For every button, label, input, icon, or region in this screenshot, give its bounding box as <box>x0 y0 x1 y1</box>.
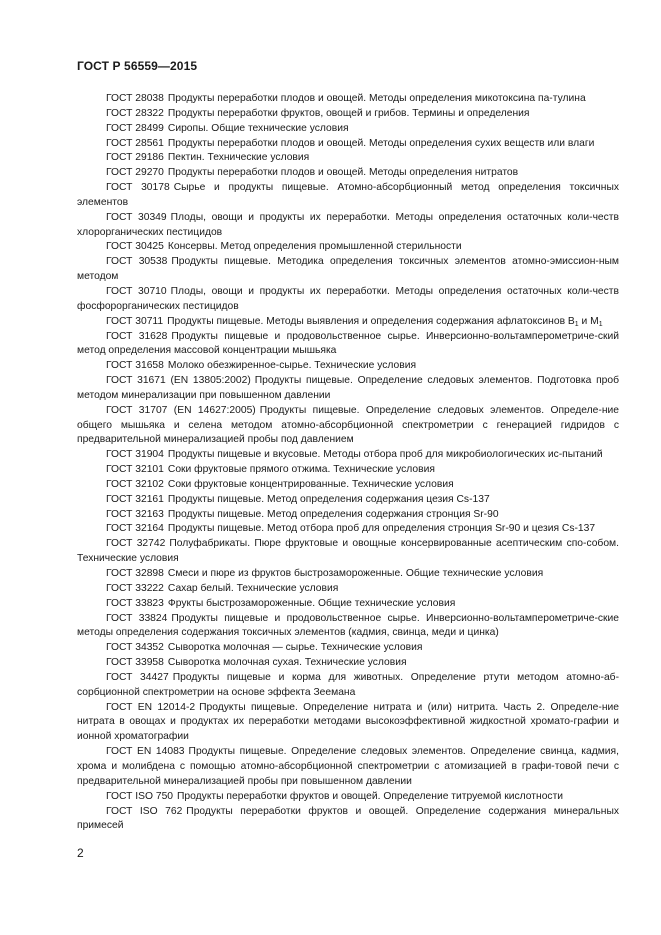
reference-title: Продукты пищевые. Определение следовых элементов. Определение свинца, кадмия, хрома и молибдена с помощью атомно-абсорбционной спектрометрии с атомизацией в графи-товой печи с предварительной минерализацией пробы при повышенном давлении <box>77 746 619 787</box>
reference-code: ГОСТ 31707 (EN 14627:2005) <box>106 404 256 416</box>
reference-item <box>77 701 619 746</box>
reference-code: ГОСТ 33823 <box>106 597 164 609</box>
subscript: 1 <box>598 320 603 328</box>
reference-item <box>77 211 619 241</box>
reference-title: Продукты переработки фруктов и овощей. Определение титруемой кислотности <box>177 790 564 802</box>
reference-title: Продукты переработки плодов и овощей. Методы определения сухих веществ или влаги <box>167 137 595 149</box>
reference-code: ГОСТ EN 12014-2 <box>106 701 196 713</box>
reference-item <box>77 641 619 656</box>
reference-item <box>77 122 619 137</box>
reference-item <box>77 522 619 537</box>
reference-code: ГОСТ 28499 <box>106 122 164 134</box>
reference-title: Продукты пищевые. Методы выявления и определения содержания афлатоксинов В <box>167 315 575 327</box>
reference-code: ГОСТ 32102 <box>106 478 164 490</box>
reference-code: ГОСТ 30425 <box>106 241 164 253</box>
reference-code: ГОСТ 30178 <box>106 182 170 194</box>
reference-code: ГОСТ 30349 <box>106 211 167 223</box>
reference-title: Продукты пищевые. Методика определения токсичных элементов атомно-эмиссион-ным методом <box>77 256 619 283</box>
reference-title: Пектин. Технические условия <box>167 152 310 164</box>
reference-code: ГОСТ 31904 <box>106 449 164 461</box>
reference-title-cont: и М <box>578 315 599 327</box>
reference-title: Плоды, овощи и продукты их переработки. Методы определения остаточных коли-честв фосфорорганических пестицидов <box>77 285 619 312</box>
reference-code: ГОСТ ISO 750 <box>106 790 174 802</box>
reference-code: ГОСТ 32164 <box>106 523 164 535</box>
reference-title: Продукты пищевые. Определение нитрата и (или) нитрита. Часть 2. Определе-ние нитрата в овощах и продуктах их переработки методами высокоэффективной жидкостной хромато-графии и ионной хроматографии <box>77 701 619 743</box>
reference-code: ГОСТ 28561 <box>106 137 164 149</box>
reference-code: ГОСТ ISO 762 <box>106 805 183 817</box>
reference-title: Соки фруктовые прямого отжима. Технические условия <box>167 464 435 476</box>
reference-code: ГОСТ 33958 <box>106 657 164 669</box>
reference-title: Продукты пищевые. Метод определения содержания стронция Sr-90 <box>167 508 499 520</box>
reference-item <box>77 374 619 404</box>
reference-item <box>77 671 619 701</box>
reference-title: Смеси и пюре из фруктов быстрозамороженные. Общие технические условия <box>167 568 544 579</box>
reference-title: Полуфабрикаты. Пюре фруктовые и овощные консервированные асептическим спо-собом. Технические условия <box>77 538 619 565</box>
reference-title: Продукты пищевые. Определение следовых элементов. Подготовка проб методом минерализации при повышенном давлении <box>77 375 620 401</box>
reference-item <box>77 582 619 597</box>
reference-item <box>77 612 619 642</box>
reference-item <box>77 493 619 508</box>
reference-code: ГОСТ 34427 <box>106 671 169 683</box>
reference-code: ГОСТ 28038 <box>106 93 164 104</box>
reference-item <box>77 107 619 122</box>
reference-title: Продукты пищевые. Метод отбора проб для определения стронция Sr-90 и цезия Cs-137 <box>167 523 596 535</box>
reference-code: ГОСТ 29186 <box>106 152 164 164</box>
reference-title: Соки фруктовые концентрированные. Технические условия <box>167 478 454 490</box>
reference-title: Сыворотка молочная — сырье. Технические условия <box>167 642 423 654</box>
reference-item <box>77 359 619 374</box>
reference-title: Консервы. Метод определения промышленной стерильности <box>167 241 462 253</box>
reference-code: ГОСТ 33222 <box>106 582 164 594</box>
reference-title: Сырье и продукты пищевые. Атомно-абсорбционный метод определения токсичных элементов <box>77 182 619 208</box>
reference-title: Продукты пищевые. Определение следовых элементов. Определе-ние общего мышьяка и селена методом атомно-абсорбционной спектрометрии с генерацией гидридов с предварительной минерализацией пробы под давлением <box>77 404 619 446</box>
reference-title: Сахар белый. Технические условия <box>167 582 339 594</box>
reference-code: ГОСТ 30710 <box>106 285 167 297</box>
reference-item <box>77 315 619 330</box>
reference-item <box>77 508 619 523</box>
reference-item <box>77 448 619 463</box>
reference-code: ГОСТ 32101 <box>106 464 164 476</box>
reference-code: ГОСТ 31658 <box>106 360 164 372</box>
reference-code: ГОСТ 32163 <box>106 508 164 520</box>
reference-title: Сыворотка молочная сухая. Технические условия <box>167 657 407 669</box>
reference-item <box>77 181 619 211</box>
reference-title: Продукты переработки фруктов и овощей. Определение содержания минеральных примесей <box>77 805 620 832</box>
reference-item <box>77 92 619 107</box>
page-number: 2 <box>77 846 84 860</box>
reference-item <box>77 567 619 582</box>
reference-title: Продукты переработки плодов и овощей. Методы определения микотоксина па-тулина <box>167 93 586 104</box>
reference-title: Продукты переработки плодов и овощей. Методы определения нитратов <box>167 167 519 179</box>
normative-references-list <box>77 92 619 834</box>
reference-code: ГОСТ 34352 <box>106 642 164 654</box>
reference-code: ГОСТ 32161 <box>106 493 164 505</box>
reference-title: Молоко обезжиренное-сырье. Технические условия <box>167 360 417 372</box>
reference-code: ГОСТ 30538 <box>106 256 168 268</box>
reference-title: Продукты пищевые. Метод определения содержания цезия Cs-137 <box>167 493 490 505</box>
reference-item <box>77 805 619 835</box>
reference-code: ГОСТ 31628 <box>106 330 168 342</box>
reference-item <box>77 255 619 285</box>
reference-item <box>77 463 619 478</box>
reference-item <box>77 745 619 790</box>
reference-item <box>77 537 619 567</box>
reference-title: Фрукты быстрозамороженные. Общие технические условия <box>167 597 456 609</box>
reference-item <box>77 137 619 152</box>
reference-code: ГОСТ 32742 <box>106 538 166 550</box>
reference-item <box>77 404 619 449</box>
reference-code: ГОСТ 31671 (EN 13805:2002) <box>106 375 251 387</box>
reference-item <box>77 330 619 360</box>
reference-code: ГОСТ 28322 <box>106 107 164 119</box>
reference-title: Продукты пищевые и корма для животных. Определение ртути методом атомно-аб-сорбционной спектрометрии на основе эффекта Зеемана <box>77 671 620 698</box>
document-header: ГОСТ Р 56559—2015 <box>77 59 198 73</box>
reference-item <box>77 478 619 493</box>
reference-title: Продукты пищевые и продовольственное сырье. Инверсионно-вольтамперометриче-ские методы определения содержания токсичных элементов (кадмия, свинца, меди и цинка) <box>77 612 619 639</box>
reference-title: Продукты пищевые и продовольственное сырье. Инверсионно-вольтамперометриче-ский метод определения массовой концентрации мышьяка <box>77 330 619 357</box>
subscript: 1 <box>574 320 579 328</box>
reference-title: Плоды, овощи и продукты их переработки. Методы определения остаточных коли-честв хлорорганических пестицидов <box>77 211 619 238</box>
reference-code: ГОСТ 29270 <box>106 167 164 179</box>
reference-item <box>77 240 619 255</box>
reference-code: ГОСТ 30711 <box>106 315 164 327</box>
reference-item <box>77 285 619 315</box>
reference-item <box>77 790 619 805</box>
reference-item <box>77 151 619 166</box>
reference-item <box>77 166 619 181</box>
reference-code: ГОСТ 33824 <box>106 612 168 624</box>
reference-item <box>77 656 619 671</box>
reference-code: ГОСТ EN 14083 <box>106 746 185 758</box>
reference-code: ГОСТ 32898 <box>106 568 164 579</box>
reference-title: Продукты пищевые и вкусовые. Методы отбора проб для микробиологических ис-пытаний <box>167 449 603 461</box>
reference-title: Сиропы. Общие технические условия <box>167 122 349 134</box>
reference-title: Продукты переработки фруктов, овощей и грибов. Термины и определения <box>167 107 530 119</box>
reference-item <box>77 597 619 612</box>
